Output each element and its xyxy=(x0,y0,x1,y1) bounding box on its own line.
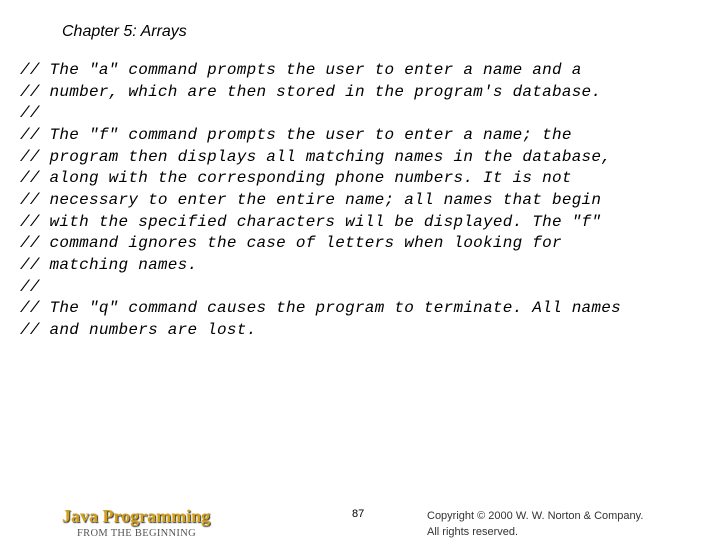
book-brand-logo xyxy=(62,505,210,541)
brand-subtitle: FROM THE BEGINNING xyxy=(77,528,196,539)
brand-title: Java Programming xyxy=(62,506,211,526)
rights-line: All rights reserved. xyxy=(427,526,519,538)
code-line: // necessary to enter the entire name; all names that begin xyxy=(20,190,602,209)
code-line: // program then displays all matching names in the database, xyxy=(20,147,612,166)
code-line: // matching names. xyxy=(20,255,198,274)
code-line: // The "a" command prompts the user to enter a name and a xyxy=(20,61,582,79)
slide-title: Chapter 5: Arrays xyxy=(62,23,187,40)
code-comment-block xyxy=(20,60,621,342)
code-line: // The "q" command causes the program to terminate. All names xyxy=(20,299,621,318)
code-line: // number, which are then stored in the program's database. xyxy=(20,82,602,101)
code-line: // xyxy=(20,104,40,123)
copyright-line: Copyright © 2000 W. W. Norton & Company. xyxy=(427,510,644,522)
copyright-notice xyxy=(427,508,643,540)
code-line: // xyxy=(20,277,40,296)
page-number: 87 xyxy=(352,508,365,520)
code-line: // and numbers are lost. xyxy=(20,320,257,339)
code-line: // with the specified characters will be displayed. The "f" xyxy=(20,212,602,231)
code-line: // along with the corresponding phone numbers. It is not xyxy=(20,169,572,188)
code-line: // The "f" command prompts the user to enter a name; the xyxy=(20,125,572,144)
code-line: // command ignores the case of letters when looking for xyxy=(20,234,562,253)
